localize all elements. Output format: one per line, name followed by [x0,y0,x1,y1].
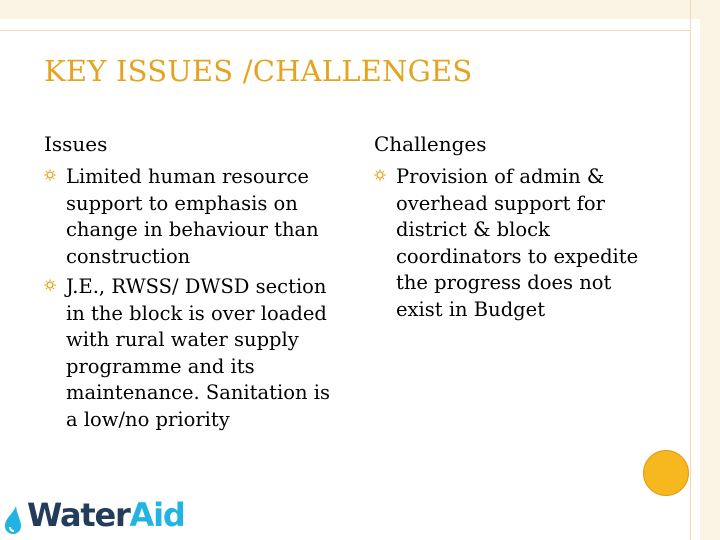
sun-bullet-icon [44,279,56,291]
challenge-text: Provision of admin & overhead support for district & block coordinators to expedite the progress does not exist in Budget [396,165,639,321]
logo-wordmark [27,496,185,534]
challenges-heading: Challenges [374,132,487,156]
decorative-border-right [700,0,720,540]
sun-bullet-icon [374,169,386,181]
list-item [44,164,334,270]
water-drop-icon [1,505,27,535]
decorative-circle [643,450,689,496]
list-item [44,274,334,433]
frame-line-vertical [690,0,691,540]
issue-text: Limited human resource support to emphasis on change in behaviour than construction [66,165,319,268]
slide-title: KEY ISSUES /CHALLENGES [44,54,473,88]
logo-word-water: Water [27,496,130,534]
logo-word-aid: Aid [129,496,185,534]
list-item [374,164,660,323]
sun-bullet-icon [44,169,56,181]
issues-list [44,164,334,437]
issue-text: J.E., RWSS/ DWSD section in the block is over loaded with rural water supply programme and its maintenance. Sanitation is a low/no priority [66,275,330,431]
challenges-list [374,164,660,327]
wateraid-logo [0,496,200,536]
issues-heading: Issues [44,132,108,156]
